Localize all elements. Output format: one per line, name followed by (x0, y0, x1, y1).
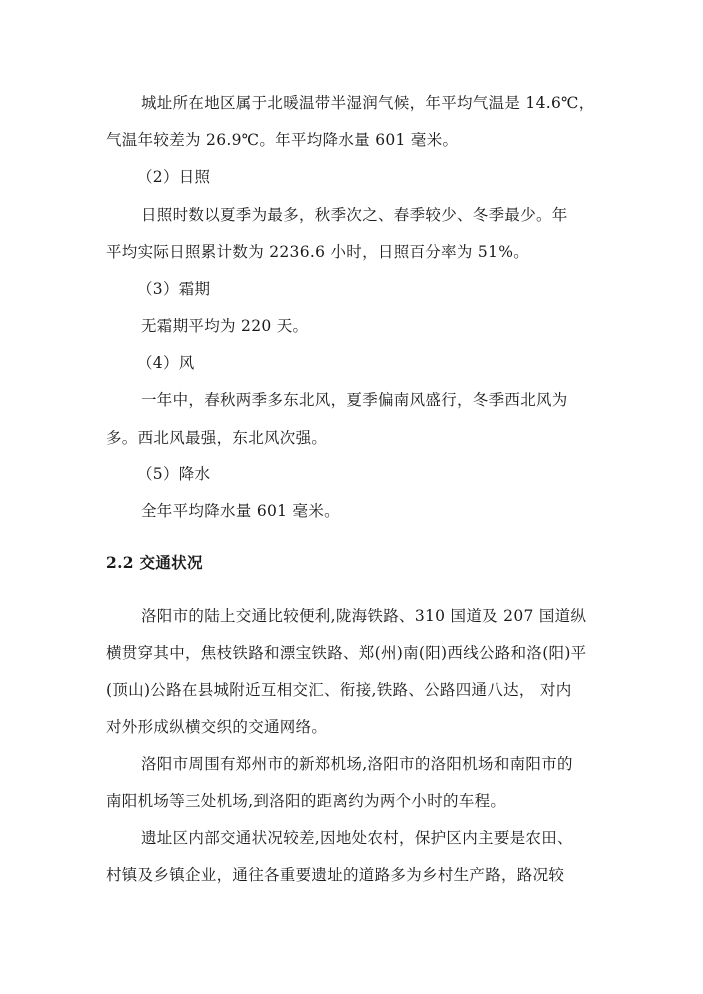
sunshine-paragraph-line-1: 日照时数以夏季为最多，秋季次之、春季较少、冬季最少。年 (141, 206, 568, 224)
climate-paragraph-line-1: 城址所在地区属于北暖温带半湿润气候，年平均气温是 14.6℃， (141, 94, 595, 112)
sunshine-paragraph-line-2: 平均实际日照累计数为 2236.6 小时，日照百分率为 51%。 (106, 243, 530, 261)
precipitation-paragraph-line-1: 全年平均降水量 601 毫米。 (141, 502, 340, 520)
climate-paragraph-line-2: 气温年较差为 26.9℃。年平均降水量 601 毫米。 (106, 131, 459, 149)
frost-heading: （3）霜期 (137, 280, 211, 298)
section-heading-traffic: 2.2 交通状况 (106, 553, 203, 572)
wind-paragraph-line-1: 一年中，春秋两季多东北风，夏季偏南风盛行，冬季西北风为 (141, 391, 568, 409)
wind-heading: （4）风 (137, 354, 195, 372)
wind-paragraph-line-2: 多。西北风最强，东北风次强。 (106, 429, 328, 447)
frost-paragraph-line-1: 无霜期平均为 220 天。 (141, 317, 309, 335)
traffic-paragraph-1-line-2: 横贯穿其中，焦枝铁路和漂宝铁路、郑(州)南(阳)西线公路和洛(阳)平 (106, 644, 587, 662)
precipitation-heading: （5）降水 (137, 465, 211, 483)
traffic-paragraph-2-line-1: 洛阳市周围有郑州市的新郑机场,洛阳市的洛阳机场和南阳市的 (141, 755, 573, 773)
sunshine-heading: （2）日照 (137, 168, 211, 186)
traffic-paragraph-1-line-3: (顶山)公路在县城附近互相交汇、衔接,铁路、公路四通八达， 对内 (106, 681, 572, 699)
traffic-paragraph-1-line-1: 洛阳市的陆上交通比较便利,陇海铁路、310 国道及 207 国道纵 (141, 607, 587, 625)
traffic-paragraph-2-line-2: 南阳机场等三处机场,到洛阳的距离约为两个小时的车程。 (106, 792, 507, 810)
traffic-paragraph-1-line-4: 对外形成纵横交织的交通网络。 (106, 718, 328, 736)
traffic-paragraph-3-line-2: 村镇及乡镇企业，通往各重要遗址的道路多为乡村生产路，路况较 (106, 866, 565, 884)
traffic-paragraph-3-line-1: 遗址区内部交通状况较差,因地处农村，保护区内主要是农田、 (141, 829, 573, 847)
